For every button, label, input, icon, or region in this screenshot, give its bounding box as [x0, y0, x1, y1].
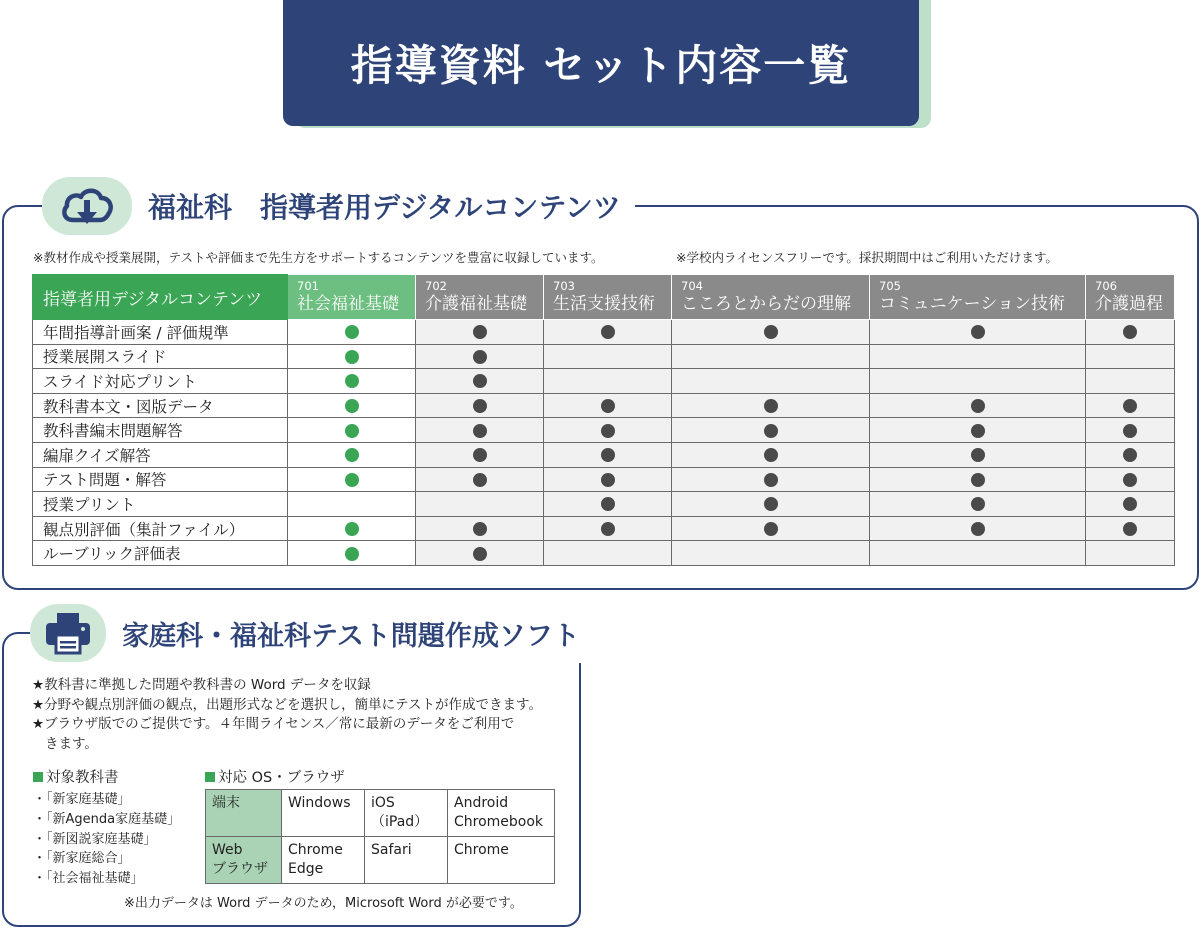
table-cell	[544, 442, 672, 467]
table-body	[33, 320, 1175, 566]
table-cell	[1086, 393, 1175, 418]
book-item: ・「新家庭基礎」	[33, 792, 131, 807]
included-dot-icon	[764, 497, 778, 511]
table-row	[33, 320, 1175, 345]
included-dot-icon	[473, 325, 487, 339]
included-dot-icon	[1123, 497, 1137, 511]
browser-label: Web ブラウザ	[206, 837, 282, 884]
included-dot-icon	[1123, 522, 1137, 536]
column-number: 702	[425, 279, 447, 293]
browser-cell: Chrome Edge	[282, 837, 365, 884]
row-label: 教科書編末問題解答	[33, 418, 288, 443]
os-browser-table	[205, 789, 555, 884]
table-cell	[288, 393, 416, 418]
column-name: 介護過程	[1095, 294, 1163, 314]
column-name: 介護福祉基礎	[425, 294, 527, 314]
included-dot-icon	[345, 448, 359, 462]
included-dot-icon	[1123, 448, 1137, 462]
included-dot-icon	[601, 522, 615, 536]
green-square-icon	[205, 772, 215, 782]
included-dot-icon	[601, 424, 615, 438]
row-label: スライド対応プリント	[33, 369, 288, 394]
table-cell	[288, 492, 416, 517]
table-cell	[544, 492, 672, 517]
included-dot-icon	[345, 522, 359, 536]
table-cell	[870, 492, 1086, 517]
table-cell	[672, 418, 870, 443]
browser-cell: Chrome	[448, 837, 555, 884]
included-dot-icon	[345, 325, 359, 339]
table-cell	[672, 467, 870, 492]
table-cell	[416, 516, 544, 541]
included-dot-icon	[473, 547, 487, 561]
os-title: 対応 OS・ブラウザ	[218, 770, 345, 786]
included-dot-icon	[345, 547, 359, 561]
table-cell	[544, 516, 672, 541]
included-dot-icon	[764, 399, 778, 413]
included-dot-icon	[473, 424, 487, 438]
table-cell	[288, 369, 416, 394]
row-label: 授業展開スライド	[33, 344, 288, 369]
table-row	[33, 418, 1175, 443]
table-cell	[672, 344, 870, 369]
column-number: 706	[1095, 279, 1117, 293]
feature-item: ★分野や観点別評価の観点，出題形式などを選択し，簡単にテストが作成できます。	[32, 696, 542, 713]
book-item: ・「社会福祉基礎」	[33, 871, 144, 887]
table-cell	[1086, 492, 1175, 517]
column-number: 703	[553, 279, 575, 293]
column-header	[544, 275, 672, 320]
included-dot-icon	[971, 448, 985, 462]
included-dot-icon	[601, 497, 615, 511]
column-header	[1086, 275, 1175, 320]
browser-row	[206, 837, 555, 884]
column-name: こころとからだの理解	[681, 294, 851, 314]
device-cell: Windows	[282, 790, 365, 837]
included-dot-icon	[971, 325, 985, 339]
table-cell	[672, 516, 870, 541]
table-cell	[870, 393, 1086, 418]
included-dot-icon	[764, 325, 778, 339]
table-cell	[288, 541, 416, 566]
table-cell	[672, 369, 870, 394]
column-header	[416, 275, 544, 320]
table-cell	[1086, 516, 1175, 541]
column-number: 705	[879, 279, 901, 293]
table-cell	[544, 467, 672, 492]
table-cell	[288, 344, 416, 369]
book-item: ・「新家庭総合」	[33, 851, 131, 867]
table-row	[33, 492, 1175, 517]
column-number: 704	[681, 279, 703, 293]
included-dot-icon	[971, 497, 985, 511]
included-dot-icon	[1123, 325, 1137, 339]
included-dot-icon	[764, 522, 778, 536]
table-cell	[1086, 467, 1175, 492]
included-dot-icon	[971, 473, 985, 487]
table-cell	[544, 369, 672, 394]
table-row	[33, 442, 1175, 467]
table-cell	[1086, 320, 1175, 345]
table-cell	[1086, 369, 1175, 394]
included-dot-icon	[345, 399, 359, 413]
book-item: ・「新図説家庭基礎」	[33, 831, 157, 847]
included-dot-icon	[764, 448, 778, 462]
device-row	[206, 790, 555, 837]
included-dot-icon	[473, 448, 487, 462]
table-cell	[870, 442, 1086, 467]
feature-list	[32, 676, 572, 754]
included-dot-icon	[971, 424, 985, 438]
feature-item: きます。	[45, 735, 98, 752]
header-contents-label: 指導者用デジタルコンテンツ	[33, 275, 288, 320]
included-dot-icon	[1123, 399, 1137, 413]
device-cell: iOS （iPad）	[365, 790, 448, 837]
printer-icon	[30, 604, 106, 662]
table-cell	[672, 541, 870, 566]
included-dot-icon	[345, 350, 359, 364]
column-name: 社会福祉基礎	[297, 294, 399, 314]
row-label: 授業プリント	[33, 492, 288, 517]
included-dot-icon	[345, 374, 359, 388]
table-cell	[870, 418, 1086, 443]
book-item: ・「新Agenda家庭基礎」	[33, 811, 181, 827]
feature-item: ★ブラウザ版でのご提供です。４年間ライセンス／常に最新のデータをご利用で	[32, 716, 515, 732]
table-row	[33, 344, 1175, 369]
table-cell	[870, 467, 1086, 492]
section1-note-right: ※学校内ライセンスフリーです。採択期間中はご利用いただけます。	[676, 250, 1058, 265]
browser-cell: Safari	[365, 837, 448, 884]
table-cell	[416, 442, 544, 467]
table-cell	[288, 320, 416, 345]
included-dot-icon	[345, 473, 359, 487]
table-row	[33, 516, 1175, 541]
books-title: 対象教科書	[46, 770, 119, 786]
table-cell	[544, 541, 672, 566]
column-header	[870, 275, 1086, 320]
table-row	[33, 369, 1175, 394]
table-cell	[1086, 344, 1175, 369]
table-header-row	[33, 275, 1175, 320]
table-cell	[416, 393, 544, 418]
table-cell	[544, 344, 672, 369]
table-cell	[288, 418, 416, 443]
table-row	[33, 467, 1175, 492]
feature-item: ★教科書に準拠した問題や教科書の Word データを収録	[32, 677, 371, 693]
table-cell	[416, 492, 544, 517]
footnote: ※出力データは Word データのため，Microsoft Word が必要です。	[124, 896, 523, 911]
device-cell: Android Chromebook	[448, 790, 555, 837]
green-square-icon	[33, 772, 43, 782]
table-cell	[870, 344, 1086, 369]
included-dot-icon	[1123, 473, 1137, 487]
row-label: ルーブリック評価表	[33, 541, 288, 566]
table-row	[33, 393, 1175, 418]
table-cell	[288, 467, 416, 492]
os-heading	[205, 766, 345, 787]
section1-header	[42, 176, 635, 236]
table-cell	[672, 320, 870, 345]
book-list	[33, 790, 180, 889]
included-dot-icon	[473, 473, 487, 487]
row-label: テスト問題・解答	[33, 467, 288, 492]
column-header	[672, 275, 870, 320]
row-label: 教科書本文・図版データ	[33, 393, 288, 418]
table-cell	[416, 344, 544, 369]
row-label: 編扉クイズ解答	[33, 442, 288, 467]
included-dot-icon	[971, 522, 985, 536]
included-dot-icon	[473, 374, 487, 388]
included-dot-icon	[601, 325, 615, 339]
included-dot-icon	[473, 350, 487, 364]
included-dot-icon	[971, 399, 985, 413]
contents-table	[32, 274, 1175, 566]
table-cell	[1086, 442, 1175, 467]
page-title: 指導資料 セット内容一覧	[350, 41, 852, 90]
table-cell	[544, 393, 672, 418]
books-heading	[33, 766, 119, 787]
table-cell	[672, 393, 870, 418]
table-cell	[870, 369, 1086, 394]
table-cell	[544, 418, 672, 443]
table-cell	[870, 516, 1086, 541]
device-label: 端末	[206, 790, 282, 837]
section2-title: 家庭科・福祉科テスト問題作成ソフト	[122, 620, 580, 652]
included-dot-icon	[764, 473, 778, 487]
column-name: コミュニケーション技術	[879, 294, 1065, 314]
table-cell	[672, 492, 870, 517]
table-cell	[416, 467, 544, 492]
included-dot-icon	[601, 448, 615, 462]
included-dot-icon	[1123, 424, 1137, 438]
included-dot-icon	[601, 399, 615, 413]
table-cell	[288, 442, 416, 467]
table-cell	[544, 320, 672, 345]
included-dot-icon	[473, 399, 487, 413]
row-label: 観点別評価（集計ファイル）	[33, 516, 288, 541]
section1-note-left: ※教材作成や授業展開，テストや評価まで先生方をサポートするコンテンツを豊富に収録しています。	[33, 250, 604, 265]
column-name: 生活支援技術	[553, 294, 655, 314]
table-cell	[416, 541, 544, 566]
section2-header	[30, 603, 594, 663]
included-dot-icon	[473, 522, 487, 536]
table-cell	[416, 320, 544, 345]
table-cell	[672, 442, 870, 467]
table-cell	[870, 320, 1086, 345]
column-number: 701	[297, 279, 319, 293]
included-dot-icon	[764, 424, 778, 438]
row-label: 年間指導計画案 / 評価規準	[33, 320, 288, 345]
page-banner	[283, 0, 919, 126]
section1-title: 福祉科 指導者用デジタルコンテンツ	[148, 191, 621, 224]
table-cell	[1086, 541, 1175, 566]
table-cell	[288, 516, 416, 541]
table-cell	[416, 418, 544, 443]
table-row	[33, 541, 1175, 566]
column-header	[288, 275, 416, 320]
included-dot-icon	[345, 424, 359, 438]
included-dot-icon	[601, 473, 615, 487]
table-cell	[870, 541, 1086, 566]
cloud-download-icon	[42, 177, 132, 235]
table-cell	[416, 369, 544, 394]
table-cell	[1086, 418, 1175, 443]
